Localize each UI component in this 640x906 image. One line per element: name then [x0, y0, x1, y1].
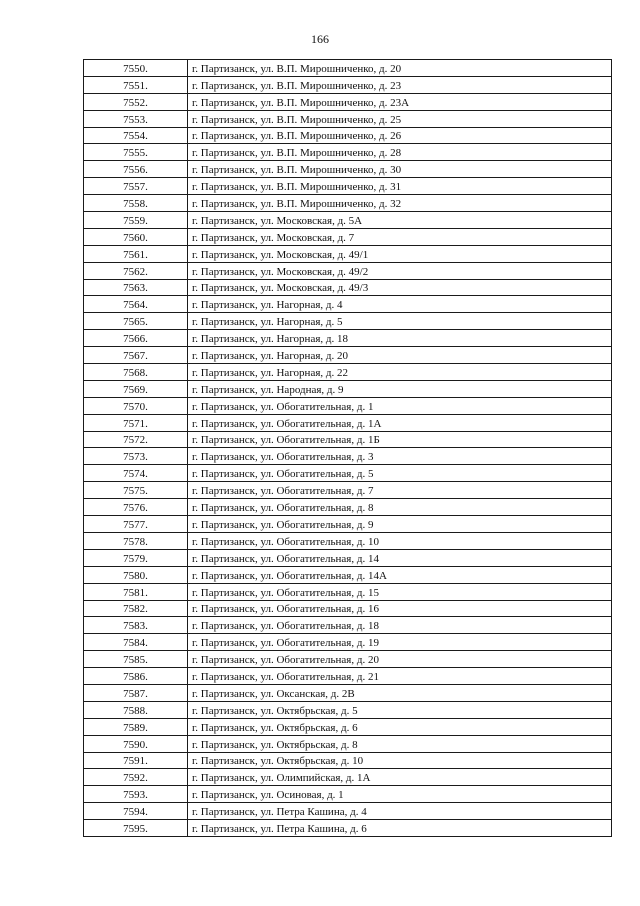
table-row — [84, 262, 612, 279]
address-table — [83, 59, 612, 837]
row-number-cell: 7559. — [84, 212, 188, 229]
table-row — [84, 178, 612, 195]
row-number-cell: 7551. — [84, 76, 188, 93]
table-row — [84, 532, 612, 549]
address-cell: г. Партизанск, ул. Нагорная, д. 18 — [188, 330, 612, 347]
address-table-body — [84, 60, 612, 837]
table-row — [84, 380, 612, 397]
address-cell: г. Партизанск, ул. Обогатительная, д. 7 — [188, 482, 612, 499]
address-cell: г. Партизанск, ул. Обогатительная, д. 20 — [188, 651, 612, 668]
address-cell: г. Партизанск, ул. Обогатительная, д. 1А — [188, 414, 612, 431]
table-row — [84, 279, 612, 296]
address-cell: г. Партизанск, ул. Нагорная, д. 5 — [188, 313, 612, 330]
address-cell: г. Партизанск, ул. В.П. Мирошниченко, д. 23 — [188, 76, 612, 93]
address-cell: г. Партизанск, ул. Октябрьская, д. 5 — [188, 701, 612, 718]
row-number-cell: 7568. — [84, 364, 188, 381]
address-cell: г. Партизанск, ул. Народная, д. 9 — [188, 380, 612, 397]
row-number-cell: 7571. — [84, 414, 188, 431]
table-row — [84, 769, 612, 786]
table-row — [84, 803, 612, 820]
row-number-cell: 7592. — [84, 769, 188, 786]
table-row — [84, 701, 612, 718]
table-row — [84, 465, 612, 482]
address-cell: г. Партизанск, ул. Обогатительная, д. 1 — [188, 397, 612, 414]
row-number-cell: 7557. — [84, 178, 188, 195]
row-number-cell: 7575. — [84, 482, 188, 499]
row-number-cell: 7567. — [84, 347, 188, 364]
row-number-cell: 7555. — [84, 144, 188, 161]
row-number-cell: 7586. — [84, 668, 188, 685]
row-number-cell: 7569. — [84, 380, 188, 397]
table-row — [84, 60, 612, 77]
table-row — [84, 127, 612, 144]
address-cell: г. Партизанск, ул. Обогатительная, д. 8 — [188, 499, 612, 516]
table-row — [84, 144, 612, 161]
table-row — [84, 431, 612, 448]
address-cell: г. Партизанск, ул. Московская, д. 49/2 — [188, 262, 612, 279]
table-row — [84, 482, 612, 499]
table-row — [84, 617, 612, 634]
table-row — [84, 330, 612, 347]
address-cell: г. Партизанск, ул. Октябрьская, д. 6 — [188, 718, 612, 735]
table-row — [84, 516, 612, 533]
row-number-cell: 7563. — [84, 279, 188, 296]
table-row — [84, 195, 612, 212]
row-number-cell: 7583. — [84, 617, 188, 634]
address-cell: г. Партизанск, ул. В.П. Мирошниченко, д. 26 — [188, 127, 612, 144]
row-number-cell: 7588. — [84, 701, 188, 718]
row-number-cell: 7578. — [84, 532, 188, 549]
address-cell: г. Партизанск, ул. Обогатительная, д. 15 — [188, 583, 612, 600]
table-row — [84, 414, 612, 431]
table-row — [84, 583, 612, 600]
row-number-cell: 7561. — [84, 245, 188, 262]
row-number-cell: 7550. — [84, 60, 188, 77]
row-number-cell: 7590. — [84, 735, 188, 752]
table-row — [84, 161, 612, 178]
address-cell: г. Партизанск, ул. Нагорная, д. 20 — [188, 347, 612, 364]
row-number-cell: 7570. — [84, 397, 188, 414]
address-cell: г. Партизанск, ул. Олимпийская, д. 1А — [188, 769, 612, 786]
row-number-cell: 7562. — [84, 262, 188, 279]
address-cell: г. Партизанск, ул. Обогатительная, д. 16 — [188, 600, 612, 617]
table-row — [84, 600, 612, 617]
row-number-cell: 7589. — [84, 718, 188, 735]
address-cell: г. Партизанск, ул. В.П. Мирошниченко, д. 30 — [188, 161, 612, 178]
address-cell: г. Партизанск, ул. В.П. Мирошниченко, д. 25 — [188, 110, 612, 127]
address-cell: г. Партизанск, ул. Обогатительная, д. 1Б — [188, 431, 612, 448]
address-cell: г. Партизанск, ул. Обогатительная, д. 10 — [188, 532, 612, 549]
address-cell: г. Партизанск, ул. Обогатительная, д. 3 — [188, 448, 612, 465]
table-row — [84, 684, 612, 701]
address-cell: г. Партизанск, ул. Петра Кашина, д. 4 — [188, 803, 612, 820]
row-number-cell: 7574. — [84, 465, 188, 482]
row-number-cell: 7584. — [84, 634, 188, 651]
address-cell: г. Партизанск, ул. Обогатительная, д. 21 — [188, 668, 612, 685]
table-row — [84, 668, 612, 685]
row-number-cell: 7558. — [84, 195, 188, 212]
address-cell: г. Партизанск, ул. Обогатительная, д. 18 — [188, 617, 612, 634]
table-row — [84, 448, 612, 465]
address-cell: г. Партизанск, ул. Петра Кашина, д. 6 — [188, 820, 612, 837]
row-number-cell: 7595. — [84, 820, 188, 837]
table-row — [84, 93, 612, 110]
table-row — [84, 549, 612, 566]
address-cell: г. Партизанск, ул. Московская, д. 7 — [188, 228, 612, 245]
row-number-cell: 7593. — [84, 786, 188, 803]
table-row — [84, 651, 612, 668]
row-number-cell: 7591. — [84, 752, 188, 769]
row-number-cell: 7581. — [84, 583, 188, 600]
table-row — [84, 296, 612, 313]
address-cell: г. Партизанск, ул. Нагорная, д. 4 — [188, 296, 612, 313]
table-row — [84, 212, 612, 229]
address-cell: г. Партизанск, ул. В.П. Мирошниченко, д. 23А — [188, 93, 612, 110]
table-row — [84, 735, 612, 752]
table-row — [84, 397, 612, 414]
address-cell: г. Партизанск, ул. Московская, д. 49/1 — [188, 245, 612, 262]
row-number-cell: 7579. — [84, 549, 188, 566]
row-number-cell: 7582. — [84, 600, 188, 617]
row-number-cell: 7560. — [84, 228, 188, 245]
row-number-cell: 7585. — [84, 651, 188, 668]
table-row — [84, 347, 612, 364]
address-cell: г. Партизанск, ул. Оксанская, д. 2В — [188, 684, 612, 701]
address-cell: г. Партизанск, ул. Обогатительная, д. 19 — [188, 634, 612, 651]
table-row — [84, 499, 612, 516]
table-row — [84, 718, 612, 735]
address-cell: г. Партизанск, ул. В.П. Мирошниченко, д. 28 — [188, 144, 612, 161]
table-row — [84, 820, 612, 837]
table-row — [84, 245, 612, 262]
address-cell: г. Партизанск, ул. Октябрьская, д. 8 — [188, 735, 612, 752]
address-cell: г. Партизанск, ул. Обогатительная, д. 9 — [188, 516, 612, 533]
address-cell: г. Партизанск, ул. Осиновая, д. 1 — [188, 786, 612, 803]
row-number-cell: 7565. — [84, 313, 188, 330]
row-number-cell: 7572. — [84, 431, 188, 448]
table-row — [84, 752, 612, 769]
address-cell: г. Партизанск, ул. Обогатительная, д. 5 — [188, 465, 612, 482]
table-row — [84, 313, 612, 330]
address-cell: г. Партизанск, ул. В.П. Мирошниченко, д. 31 — [188, 178, 612, 195]
row-number-cell: 7573. — [84, 448, 188, 465]
row-number-cell: 7577. — [84, 516, 188, 533]
page-number: 166 — [311, 32, 329, 46]
table-row — [84, 566, 612, 583]
row-number-cell: 7553. — [84, 110, 188, 127]
row-number-cell: 7566. — [84, 330, 188, 347]
address-cell: г. Партизанск, ул. Московская, д. 49/3 — [188, 279, 612, 296]
table-row — [84, 110, 612, 127]
address-cell: г. Партизанск, ул. Обогатительная, д. 14 — [188, 549, 612, 566]
row-number-cell: 7576. — [84, 499, 188, 516]
address-cell: г. Партизанск, ул. Октябрьская, д. 10 — [188, 752, 612, 769]
row-number-cell: 7594. — [84, 803, 188, 820]
row-number-cell: 7554. — [84, 127, 188, 144]
address-cell: г. Партизанск, ул. Обогатительная, д. 14А — [188, 566, 612, 583]
row-number-cell: 7556. — [84, 161, 188, 178]
table-row — [84, 786, 612, 803]
address-cell: г. Партизанск, ул. В.П. Мирошниченко, д. 20 — [188, 60, 612, 77]
address-cell: г. Партизанск, ул. В.П. Мирошниченко, д. 32 — [188, 195, 612, 212]
address-cell: г. Партизанск, ул. Нагорная, д. 22 — [188, 364, 612, 381]
table-row — [84, 76, 612, 93]
table-row — [84, 634, 612, 651]
table-row — [84, 228, 612, 245]
row-number-cell: 7552. — [84, 93, 188, 110]
row-number-cell: 7564. — [84, 296, 188, 313]
row-number-cell: 7587. — [84, 684, 188, 701]
address-cell: г. Партизанск, ул. Московская, д. 5А — [188, 212, 612, 229]
row-number-cell: 7580. — [84, 566, 188, 583]
table-row — [84, 364, 612, 381]
